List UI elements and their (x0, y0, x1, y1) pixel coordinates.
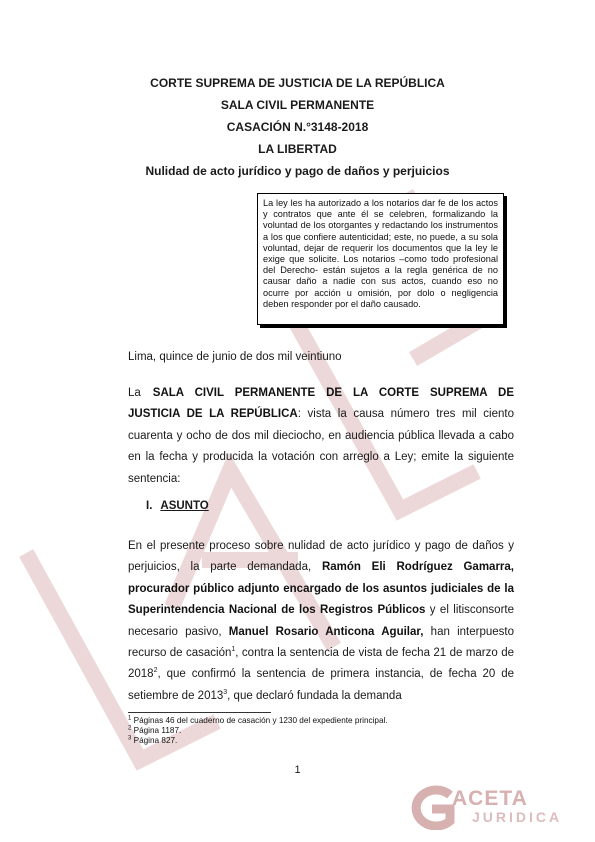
body-text: En el presente proceso sobre nulidad de acto jurídico y pago de daños y perjuicios, la parte demandada, (128, 540, 514, 574)
footnote-number: 1 (128, 715, 132, 722)
footnote-number: 3 (128, 735, 132, 742)
intro-lead: La (128, 387, 141, 399)
chamber-name: SALA CIVIL PERMANENTE (220, 98, 375, 112)
case-number: CASACIÓN N.°3148-2018 (226, 120, 369, 134)
case-subject: Nulidad de acto jurídico y pago de daños y perjuicios (145, 164, 450, 178)
defendant-name: Ramón Eli Rodríguez Gamarra, procurador público adjunto encargado de los asuntos judiciales de la Superintendencia Nacional de los Registros Públicos (128, 561, 514, 617)
body-text: , contra la sentencia de vista de fecha 21 de marzo de 2018 (128, 647, 515, 681)
court-name: CORTE SUPREMA DE JUSTICIA DE LA REPÚBLICA (150, 76, 445, 90)
footnote-number: 2 (128, 725, 132, 732)
body-text: , que declaró fundada la demanda (227, 689, 402, 702)
body-text: , que confirmó la sentencia de primera instancia, de fecha 20 de setiembre de 2013 (128, 668, 514, 702)
footnotes (128, 716, 388, 747)
gaceta-juridica-logo (398, 785, 578, 830)
section-number: I. (146, 500, 153, 512)
document-header (0, 72, 595, 182)
footnote-ref[interactable]: 2 (153, 667, 158, 675)
footnote-ref[interactable]: 1 (231, 646, 236, 654)
footnote-text: Página 1187. (131, 726, 182, 736)
logo-line2: JURIDICA (472, 809, 563, 825)
footnote (128, 726, 388, 736)
body-text: y el litisconsorte necesario pasivo, (128, 604, 514, 638)
intro-rest: : vista la causa número tres mil ciento cuarenta y ocho de dos mil dieciocho, en audiencia pública llevada a cabo en la fecha y producida la votación con arreglo a Ley; emite la siguiente sentencia: (128, 408, 514, 485)
footnote (128, 736, 388, 746)
co-defendant-name: Manuel Rosario Anticona Aguilar, (228, 625, 424, 638)
body-text: han interpuesto recurso de casación (128, 625, 514, 660)
body-paragraph (128, 536, 514, 707)
summary-box: La ley les ha autorizado a los notarios dar fe de los actos y contratos que ante él se celebren, formalizando la voluntad de los otorgantes y redactando los instrumentos a los que confiere autenticidad; este, no puede, a su sola voluntad, dejar de requerir los documentos que la ley le exige que solicite. Los notarios –como todo profesional del Derecho- están sujetos a la regla genérica de no causar daño a nadie con sus actos, cuando eso no ocurre por acción u omisión, por dolo o negligencia deben responder por el daño causado. (257, 193, 504, 325)
footnote-ref[interactable]: 3 (223, 689, 228, 697)
gaceta-g-icon (398, 785, 458, 830)
footnote (128, 716, 388, 726)
jurisdiction: LA LIBERTAD (258, 142, 337, 156)
page-number: 1 (294, 764, 301, 776)
intro-court: SALA CIVIL PERMANENTE DE LA CORTE SUPREMA DE JUSTICIA DE LA REPÚBLICA (128, 387, 514, 421)
section-title: ASUNTO (160, 500, 209, 512)
logo-line1: ACETA (452, 787, 528, 810)
footnote-text: Páginas 46 del cuaderno de casación y 1230 del expediente principal. (131, 716, 388, 725)
section-heading (146, 500, 209, 512)
footnote-divider (128, 712, 271, 713)
intro-paragraph (128, 383, 514, 490)
footnote-text: Página 827. (131, 736, 178, 746)
place-date: Lima, quince de junio de dos mil veintiuno (128, 351, 342, 363)
